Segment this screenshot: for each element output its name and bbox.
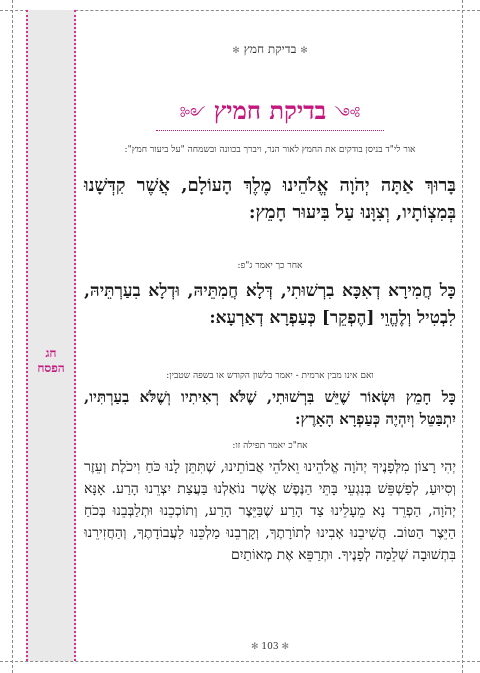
ornament-icon: ✻ xyxy=(281,642,290,652)
crop-mark-bottom xyxy=(0,661,480,662)
prayer-text: יְהִי רָצוֹן מִלְּפָנֶיךָ יְהֹוָה אֱלֹהֵינוּ וֵאלֹהֵי אֲבוֹתֵינוּ, שֶׁתִּתֵּן לָנוּ כֹּחַ וִיכֹלֶת וְעֵזֶר וְסִיוּעַ, לְפַשְׁפֵּשׁ בְּנִגְעֵי בָּתֵּי הַנֶּפֶשׁ אֲשֶׁר נוֹאַלְנוּ בַּעֲצַת יִצְרֵנוּ הָרַע. אָנָּא יְהֹוָה, הַפְרֵד נָא מֵעָלֵינוּ צַד הָרַע שֶׁבַּיֵּצֶר הָרַע, וְתוֹכְכֵנוּ וּתְלַבְּבֵנוּ בְּכֹחַ הַיֵּצֶר הַטּוֹב. הֲשִׁיבֵנוּ אָבִינוּ לְתוֹרָתֶךָ, וְקָרְבֵנוּ מַלְכֵּנוּ לַעֲבוֹדָתֶךָ, וְהַחֲזִירֵנוּ בִּתְשׁוּבָה שְׁלֵמָה לְפָנֶיךָ. וּתְרַפֵּא אֶת מְאוֹתַיִם xyxy=(84,459,456,563)
side-tab-strip xyxy=(26,10,76,661)
section-side-label xyxy=(28,346,74,376)
instruction-text: אח"כ יאמר תפילה זו: xyxy=(232,441,308,451)
page-number-value: 103 xyxy=(261,642,279,652)
instruction-text: אור לי"ד בניסן בודקים את החמץ לאור הנר, ויברך בכוונה ובשמחה "על ביעור חמץ": xyxy=(124,145,416,155)
crop-mark-right xyxy=(462,0,463,673)
dotted-border-left xyxy=(26,10,28,661)
ornament-icon: ✻ xyxy=(250,642,259,652)
ornament-icon: ✻ xyxy=(300,46,308,56)
page-number xyxy=(84,642,456,652)
flourish-icon: ༺ xyxy=(179,104,206,123)
flourish-icon: ༻ xyxy=(334,104,361,123)
blessing-text: בָּרוּךְ אַתָּה יְהֹוָה אֱלֹהֵינוּ מֶלֶךְ הָעוֹלָם, אֲשֶׁר קִדְּשָׁנוּ בְּמִצְוֹתָיו, וְצִוָּנוּ עַל בִּיעוּר חָמֵץ: xyxy=(84,175,456,223)
dotted-border-right xyxy=(74,10,76,661)
annulment-aramaic-text: כָּל חֲמִירָא דְאִכָּא בִרְשׁוּתִי, דְּלָא חֲמִתֵּיהּ, וּדְלָא בִעַרְתֵּיהּ, לִבְטִיל וְלֶהֱוֵי [הֶפְקֵר] כְּעַפְרָא דְאַרְעָא: xyxy=(84,281,456,328)
title-underline xyxy=(156,130,384,131)
side-label-line2: הפסח xyxy=(37,361,65,375)
page-title xyxy=(84,96,456,141)
ornament-icon: ✻ xyxy=(232,46,240,56)
running-head xyxy=(84,42,456,57)
instruction-text: אחר כך יאמר ג"פ: xyxy=(237,261,303,271)
running-head-text: בדיקת חמץ xyxy=(243,42,297,56)
crop-mark-left xyxy=(12,0,13,673)
page-title-text: בדיקת חמיץ xyxy=(213,96,327,125)
annulment-hebrew-text: כָּל חָמֵץ וּשְׂאוֹר שֶׁיֵּשׁ בִּרְשׁוּתִי, שֶׁלֹּא רְאִיתִיו וְשֶׁלֹּא בִעַרְתִּיו, יִתְבַּטֵּל וְיִהְיֶה כְּעַפְרָא הָאָרֶץ: xyxy=(84,388,456,428)
side-label-line1: חג xyxy=(45,346,57,360)
instruction-text: ואם אינו מבין ארמית - יאמר בלשון הקודש או בשפה שטבין: xyxy=(166,371,374,381)
page-body xyxy=(84,20,456,652)
